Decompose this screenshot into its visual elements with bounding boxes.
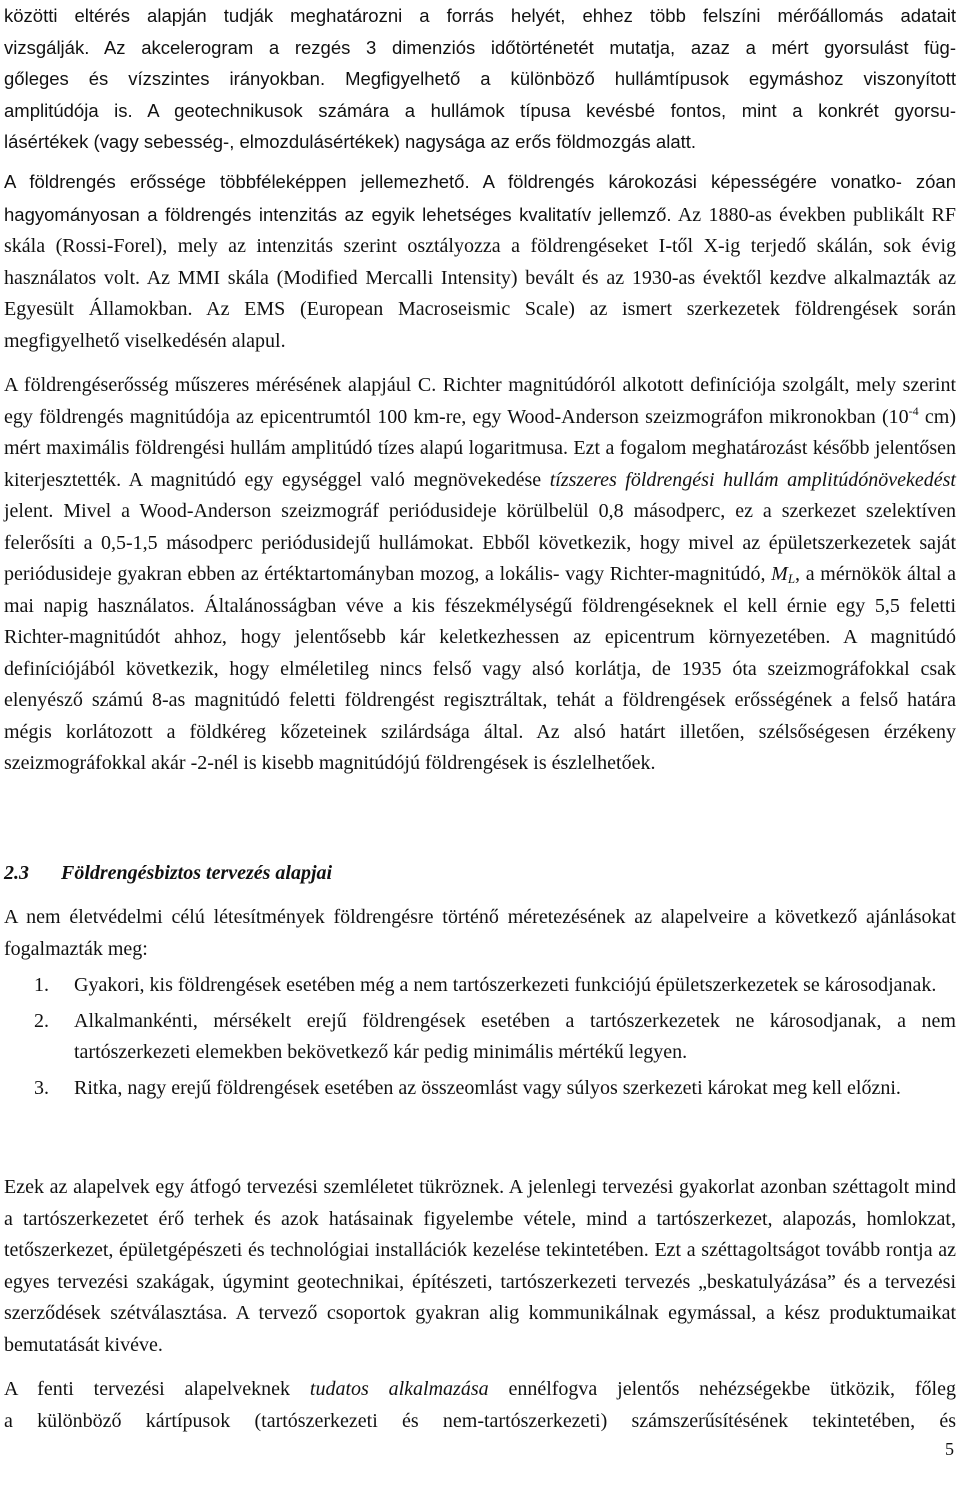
list-text: Ritka, nagy erejű földrengések esetében az összeomlást vagy súlyos szerkezeti károkat meg kell előzni. — [74, 1076, 901, 1099]
application-text-a: A fenti tervezési alapelveknek — [4, 1378, 310, 1400]
text-line: közötti eltérés alapján tudják meghatározni a forrás helyét, ehhez több felszíni mérőállomás adatait — [4, 5, 956, 26]
ml-symbol-m: M — [771, 563, 788, 585]
paragraph-application — [4, 1374, 956, 1437]
paragraph-accelerogram — [4, 0, 956, 158]
intensity-intro-cont: zóan hagyományosan a földrengés intenzitás az egyik lehetséges kvalitatív jellemző. — [4, 171, 957, 225]
list-number: 1. — [34, 974, 49, 996]
paragraph-magnitude — [4, 370, 956, 780]
paragraph-design-practice: Ezek az alapelvek egy átfogó tervezési szemléletet tükröznek. A jelenlegi tervezési gyakorlat azonban széttagolt mind a tartószerkezetet érő terhek és azok hatásainak figyelembe vétele, mind a tartószerkezet, alapozás, homlokzat, tetőszerkezet, épületgépészeti és technológiai installációk kezelése tekintetében. Ezt a széttagoltságot tovább rontja az egyes tervezési szakágak, úgymint geotechnikai, építészeti, tartószerkezeti tervezés „beskatulyázása” és a tervezési szerződések szétválasztása. A tervező csoportok gyakran alig kommunikálnak egymással, a kész produktumaikat bemutatását kivéve. — [4, 1176, 956, 1356]
magnitude-text-c: jelent. Mivel a Wood-Anderson szeizmográf periódusideje körülbelül 0,8 másodperc, ez a szerkezet szelektíven felerősíti a 0,5-1,5 másodperc periódusidejű hullámokat. Ebből következik, hogy mivel az épületszerkezetek saját periódusideje gyakran ebben az értéktartományban mozog, a lokális- vagy Richter-magnitúdó, — [4, 500, 956, 585]
section-number: 2.3 — [4, 862, 29, 884]
text-line: a különböző kártípusok (tartószerkezeti és nem-tartószerkezeti) számszerűsítésének tekintetében, és — [4, 1409, 956, 1432]
section-title: Földrengésbiztos tervezés alapjai — [61, 862, 333, 884]
text-line — [4, 1374, 956, 1406]
intensity-intro: A földrengés erőssége többféleképpen jellemezhető. A földrengés károkozási képességére vonatko- — [4, 171, 902, 192]
emphasis-text: tízszeres földrengési hullám amplitúdónövekedést — [549, 468, 956, 491]
text-line: gőleges és vízszintes irányokban. Megfigyelhető a különböző hullámtípusok egymáshoz viszonyított — [4, 68, 956, 89]
list-item — [34, 1006, 956, 1069]
intensity-scales: Az 1880-as években publikált RF skála (Rossi-Forel), mely az intenzitás szerint osztályozza a földrengéseket I-től X-ig terjedő skálán, sok évig használatos volt. Az MMI skála (Modified Mercalli Intensity) bevált és az 1930-as évektől kezdve alkalmazták az Egyesült Államokban. Az EMS (European Macroseismic Scale) az ismert szerkezetek földrengések során megfigyelhető viselkedésén alapul. — [4, 203, 956, 352]
text-line: lásértékek (vagy sebesség-, elmozdulásértékek) nagysága az erős földmozgás alatt. — [4, 131, 697, 152]
list-text: Gyakori, kis földrengések esetében még a nem tartószerkezeti funkciójú épületszerkezetek se károsodjanak. — [74, 974, 937, 996]
list-item — [34, 1073, 956, 1105]
list-item — [34, 970, 956, 1002]
ml-symbol — [771, 563, 795, 585]
list-text: Alkalmankénti, mérsékelt erejű földrengések esetében a tartószerkezetek ne károsodjanak, a nem tartószerkezeti elemekben bekövetkező kár pedig minimális mértékű legyen. — [74, 1009, 956, 1063]
magnitude-text-b: cm) mért maximális földrengési hullám amplitúdó tízes alapú logaritmusa. Ezt a fogalom meghatározást később jelentősen kiterjesztették. A magnitúdó egy egységgel való megnövekedése — [4, 405, 956, 491]
emphasis-text: tudatos alkalmazása — [309, 1378, 489, 1400]
principles-list — [34, 970, 956, 1104]
paragraph-intensity — [4, 166, 956, 357]
ml-symbol-subscript: L — [787, 571, 796, 586]
list-number: 2. — [34, 1009, 49, 1032]
text-line: amplitúdója is. A geotechnikusok számára a hullámok típusa kevésbé fontos, mint a konkrét gyorsu- — [4, 99, 956, 121]
magnitude-text-d: , a mérnökök által a mai napig használatos. Általánosságban véve a kis fészekmélységű földrengéseknek el kell érnie egy 5,5 feletti Richter-magnitúdót ahhoz, hogy jelentősebb kár keletkezhessen az epicentrum környezetében. A magnitúdó definíciójából következik, hogy elméletileg nincs felső vagy alsó korlátja, de 1935 óta szeizmográfokkal csak elenyésző számú 8-as magnitúdó feletti földrengést regisztráltak, tehát a földrengések erősségének a felső határa mégis korlátozott a földkéreg kőzeteinek szilárdsága által. Az alsó határt illetően, szélsőségesen érzékeny szeizmográfokkal akár -2-nél is kisebb magnitúdójú földrengések is észlelhetőek. — [4, 563, 956, 774]
list-number: 3. — [34, 1076, 49, 1099]
application-text-b: ennélfogva jelentős nehézségekbe ütközik, főleg — [488, 1378, 956, 1400]
text-line: vizsgálják. Az akcelerogram a rezgés 3 dimenziós időtörténetét mutatja, azaz a mért gyorsulást füg- — [4, 36, 956, 58]
exponent: -4 — [908, 403, 919, 418]
section-heading — [4, 859, 332, 887]
page-number: 5 — [945, 1439, 954, 1459]
magnitude-text-a: A földrengéserősség műszeres mérésének alapjául C. Richter magnitúdóról alkotott definíciója szolgált, mely szerint egy földrengés magnitúdója az epicentrumtól 100 km-re, egy Wood-Anderson szeizmográfon mikronokban (10 — [4, 374, 956, 428]
paragraph-principles-intro: A nem életvédelmi célú létesítmények földrengésre történő méretezésének az alapelveire a következő ajánlásokat fogalmazták meg: — [4, 906, 956, 960]
